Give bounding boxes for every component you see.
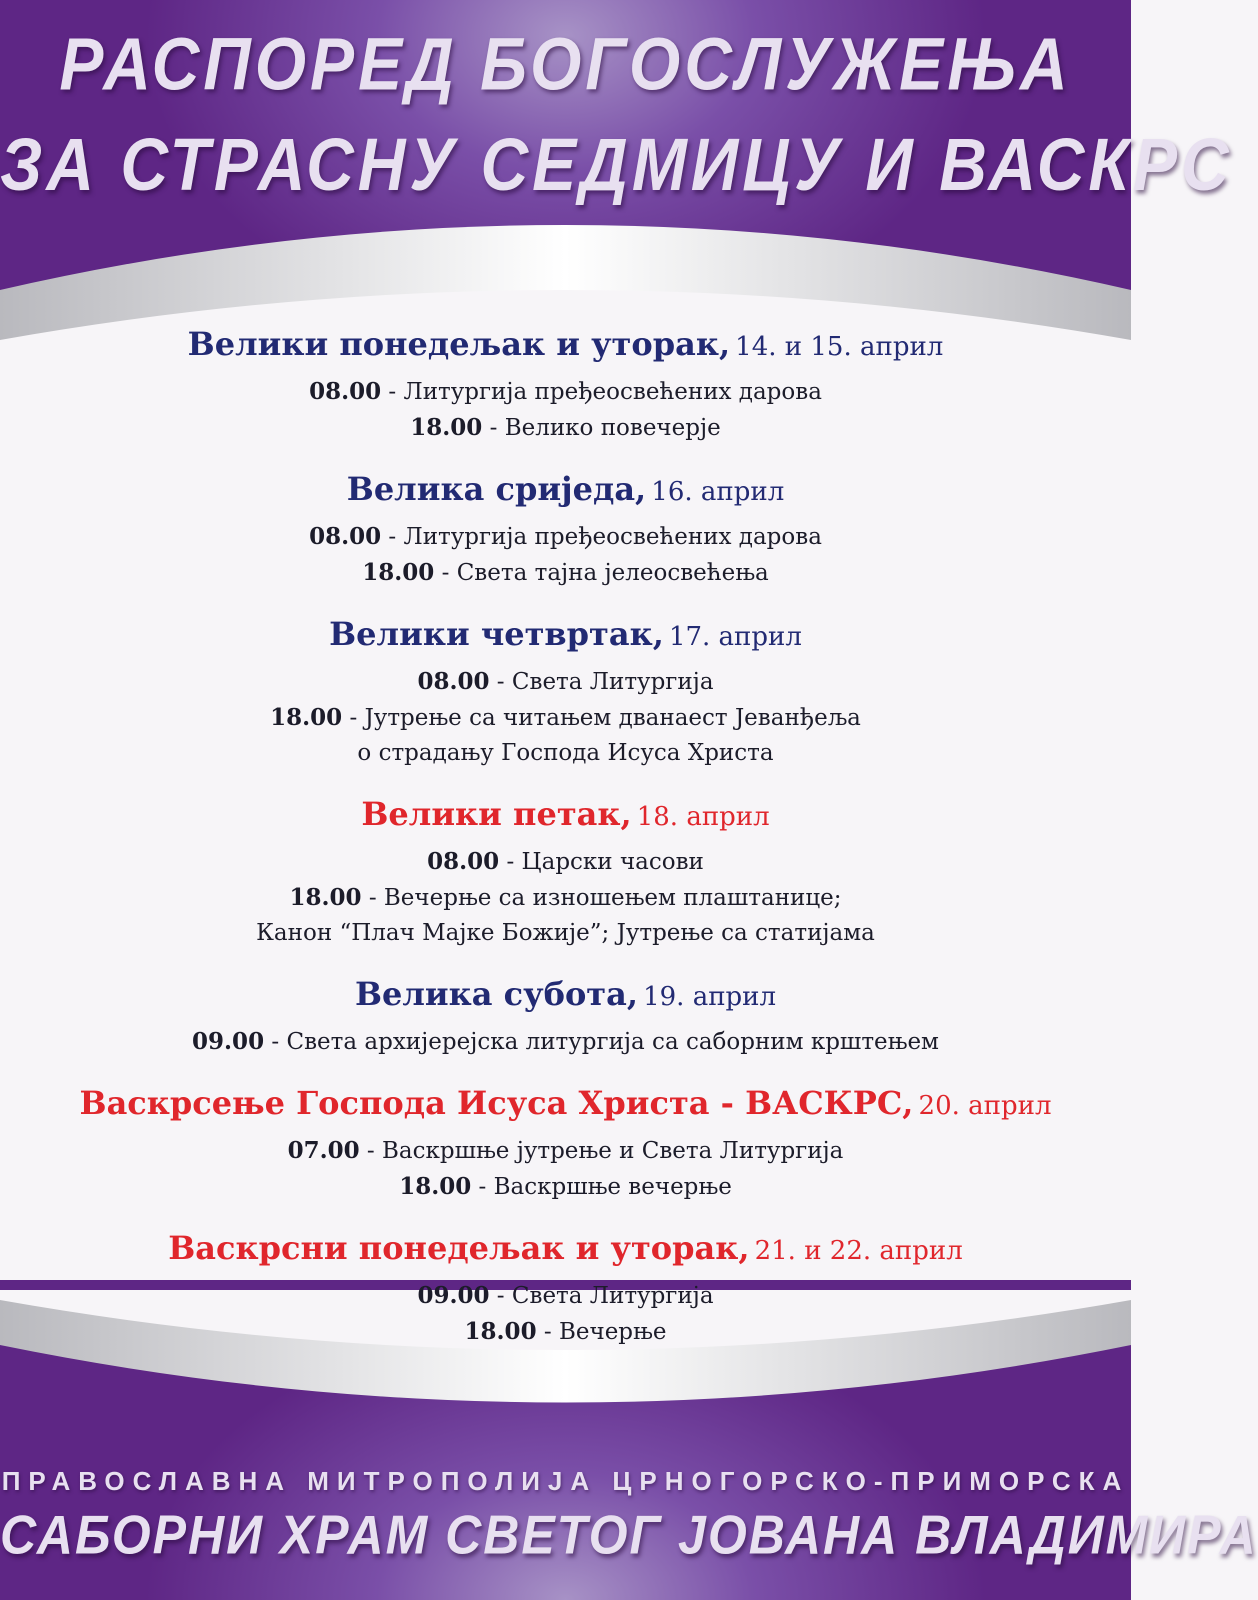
service-line [60, 410, 1071, 446]
service-time: 18.00 [399, 1173, 472, 1200]
service-line [60, 1314, 1071, 1350]
day-name: Васкрсење Господа Исуса Христа - ВАСКРС, [79, 1084, 914, 1122]
service-line [60, 880, 1071, 916]
service-description: - Јутрење са читањем дванаест Јеванђеља [342, 705, 861, 731]
service-description: - Света архијерејска литургија са саборним крштењем [264, 1029, 939, 1055]
day-name: Велики четвртак, [329, 615, 664, 653]
service-line [60, 519, 1071, 555]
service-description: - Васкршње вечерње [471, 1174, 732, 1200]
service-description: - Царски часови [499, 849, 704, 875]
service-line [60, 1024, 1071, 1060]
service-time: 09.00 [417, 1282, 490, 1309]
day-heading [60, 790, 1071, 844]
service-schedule [60, 320, 1071, 1369]
service-line [60, 844, 1071, 880]
service-line-continued: Канон “Плач Мајке Божије”; Јутрење са статијама [256, 920, 875, 946]
service-line [60, 664, 1071, 700]
service-line-continued: о страдању Господа Исуса Христа [357, 740, 774, 766]
day-block-great-friday [60, 790, 1071, 951]
day-name: Велики петак, [361, 795, 632, 833]
day-block-great-wednesday [60, 465, 1071, 591]
service-time: 08.00 [309, 378, 382, 405]
day-heading [60, 1079, 1071, 1133]
day-date: 18. април [636, 802, 770, 832]
day-date: 14. и 15. април [735, 332, 944, 362]
service-description: - Света тајна јелеосвећења [434, 560, 769, 586]
day-name: Велика субота, [354, 975, 638, 1013]
day-date: 16. април [651, 477, 785, 507]
day-block-great-monday-tuesday [60, 320, 1071, 446]
day-name: Велика сриједа, [346, 470, 647, 508]
day-heading [60, 610, 1071, 664]
day-heading [60, 1224, 1071, 1278]
day-block-great-saturday [60, 970, 1071, 1060]
day-date: 17. април [668, 622, 802, 652]
service-time: 09.00 [192, 1028, 265, 1055]
title-line-2: ЗА СТРАСНУ СЕДМИЦУ И ВАСКРС [0, 122, 1233, 206]
service-line [60, 1133, 1071, 1169]
service-line [60, 374, 1071, 410]
service-description: - Литургија пређеосвећених дарова [381, 379, 822, 405]
service-time: 18.00 [464, 1318, 537, 1345]
service-time: 07.00 [287, 1137, 360, 1164]
service-line [60, 1278, 1071, 1314]
service-description: - Вечерње [536, 1319, 667, 1345]
service-time: 18.00 [362, 559, 435, 586]
day-block-easter-monday-tuesday [60, 1224, 1071, 1350]
page-title [0, 13, 1233, 215]
day-heading [60, 970, 1071, 1024]
service-line [60, 555, 1071, 591]
service-description: - Вечерње са изношењем плаштанице; [361, 885, 842, 911]
service-time: 08.00 [309, 523, 382, 550]
service-time: 18.00 [410, 414, 483, 441]
day-name: Васкрсни понедељак и уторак, [168, 1229, 750, 1267]
footer-organization: ПРАВОСЛАВНА МИТРОПОЛИЈА ЦРНОГОРСКО-ПРИМОРСКА [1, 1466, 1130, 1496]
footer-cathedral-name: САБОРНИ ХРАМ СВЕТОГ ЈОВАНА ВЛАДИМИРА [0, 1504, 1258, 1566]
day-heading [60, 320, 1071, 374]
service-line [60, 1169, 1071, 1205]
service-time: 18.00 [270, 704, 343, 731]
day-date: 20. април [918, 1091, 1052, 1121]
service-description: - Литургија пређеосвећених дарова [381, 524, 822, 550]
service-time: 08.00 [427, 848, 500, 875]
service-description: - Велико повечерје [482, 415, 721, 441]
day-heading [60, 465, 1071, 519]
service-line [60, 700, 1071, 736]
service-description: - Васкршње јутрење и Света Литургија [359, 1138, 844, 1164]
service-description: - Света Литургија [489, 1283, 714, 1309]
service-time: 18.00 [289, 884, 362, 911]
day-block-easter [60, 1079, 1071, 1205]
day-block-great-thursday [60, 610, 1071, 771]
title-line-1: РАСПОРЕД БОГОСЛУЖЕЊА [59, 22, 1072, 106]
day-date: 19. април [643, 982, 777, 1012]
day-date: 21. и 22. април [754, 1236, 963, 1266]
service-description: - Света Литургија [489, 669, 714, 695]
service-time: 08.00 [417, 668, 490, 695]
day-name: Велики понедељак и уторак, [187, 325, 731, 363]
